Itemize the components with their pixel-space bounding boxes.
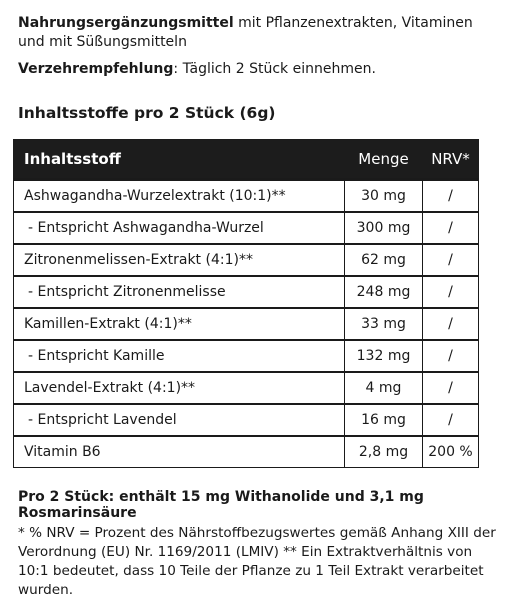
dosage-label: Verzehrempfehlung <box>18 61 174 77</box>
ingredient-cell: Vitamin B6 <box>14 436 345 468</box>
table-header-row <box>14 140 479 180</box>
dosage-recommendation <box>18 60 376 79</box>
ingredient-cell: - Entspricht Lavendel <box>14 404 345 436</box>
table-row <box>14 244 479 276</box>
nrv-cell: / <box>423 372 479 404</box>
table-row <box>14 212 479 244</box>
amount-cell: 248 mg <box>345 276 423 308</box>
nrv-cell: 200 % <box>423 436 479 468</box>
table-row <box>14 436 479 468</box>
product-description <box>18 14 498 52</box>
amount-cell: 33 mg <box>345 308 423 340</box>
amount-cell: 300 mg <box>345 212 423 244</box>
withanolide-summary: Pro 2 Stück: enthält 15 mg Withanolide und 3,1 mg Rosmarinsäure <box>18 489 424 521</box>
ingredient-cell: - Entspricht Zitronenmelisse <box>14 276 345 308</box>
product-description-text: mit Pflanzenextrakten, Vitaminen und mit Süßungsmitteln <box>18 15 473 50</box>
ingredient-cell: - Entspricht Ashwagandha-Wurzel <box>14 212 345 244</box>
table-row <box>14 276 479 308</box>
nrv-cell: / <box>423 340 479 372</box>
amount-cell: 2,8 mg <box>345 436 423 468</box>
ingredient-cell: Kamillen-Extrakt (4:1)** <box>14 308 345 340</box>
amount-cell: 4 mg <box>345 372 423 404</box>
amount-cell: 30 mg <box>345 180 423 213</box>
nrv-cell: / <box>423 276 479 308</box>
ingredients-heading: Inhaltsstoffe pro 2 Stück (6g) <box>18 104 276 122</box>
header-nrv: NRV* <box>423 140 479 180</box>
dosage-text: : Täglich 2 Stück einnehmen. <box>173 61 376 77</box>
table-row <box>14 308 479 340</box>
ingredient-cell: Ashwagandha-Wurzelextrakt (10:1)** <box>14 180 345 213</box>
amount-cell: 16 mg <box>345 404 423 436</box>
ingredients-table <box>13 139 479 468</box>
header-amount: Menge <box>345 140 423 180</box>
table-row <box>14 340 479 372</box>
header-ingredient: Inhaltsstoff <box>14 140 345 180</box>
ingredient-cell: - Entspricht Kamille <box>14 340 345 372</box>
table-row <box>14 180 479 213</box>
table-row <box>14 372 479 404</box>
table-row <box>14 404 479 436</box>
nrv-cell: / <box>423 308 479 340</box>
footnote: * % NRV = Prozent des Nährstoffbezugswertes gemäß Anhang XIII der Verordnung (EU) Nr. 1169/2011 (LMIV) ** Ein Extraktverhältnis von 10:1 bedeutet, dass 10 Teile der Pflanze zu 1 Teil Extrakt verarbeitet wurden. <box>18 525 496 598</box>
ingredient-cell: Lavendel-Extrakt (4:1)** <box>14 372 345 404</box>
product-category: Nahrungsergänzungsmittel <box>18 15 234 31</box>
amount-cell: 62 mg <box>345 244 423 276</box>
nrv-cell: / <box>423 180 479 213</box>
nrv-cell: / <box>423 212 479 244</box>
ingredient-cell: Zitronenmelissen-Extrakt (4:1)** <box>14 244 345 276</box>
amount-cell: 132 mg <box>345 340 423 372</box>
nrv-cell: / <box>423 404 479 436</box>
nrv-cell: / <box>423 244 479 276</box>
